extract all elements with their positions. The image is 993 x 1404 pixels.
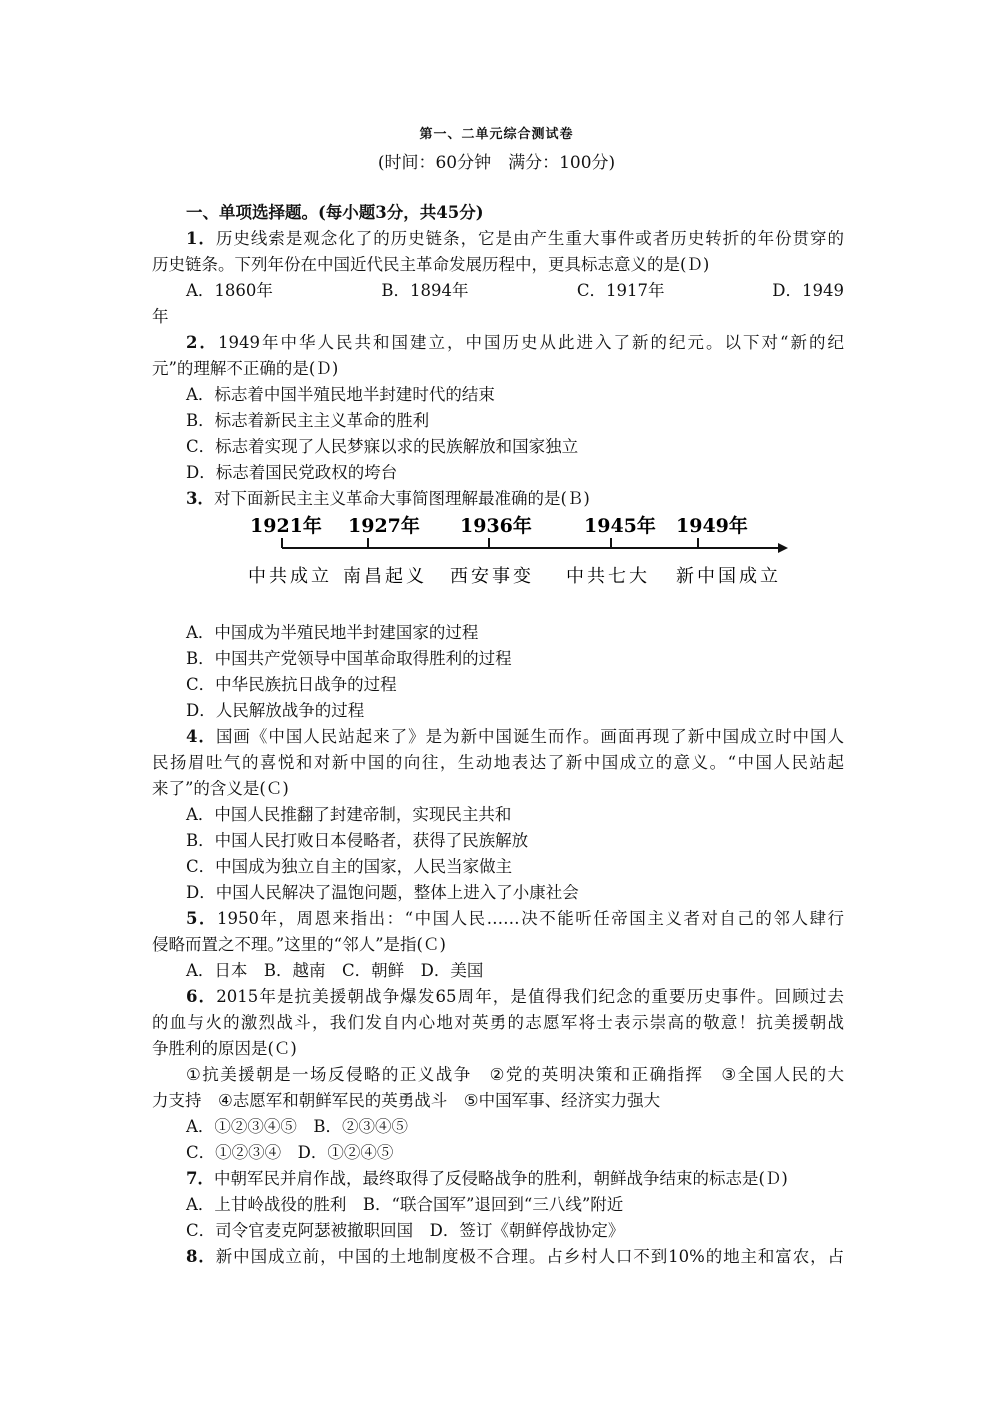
q3-stem-line1 [152,486,844,512]
question-body [152,200,844,1270]
q6-stem-line3: 争胜利的原因是(Ｃ) [152,1039,297,1058]
q6-options-cd: C．①②③④ D．①②④⑤ [186,1143,394,1162]
q7-options-ab: A．上甘岭战役的胜利 B．“联合国军”退回到“三八线”附近 [186,1195,624,1214]
timeline-event-1921: 中共成立 [248,566,332,587]
q2-stem-line2: 元”的理解不正确的是(Ｄ) [152,359,339,378]
timeline-event-1927: 南昌起义 [343,566,427,587]
q4-option-b: B．中国人民打败日本侵略者，获得了民族解放 [186,831,529,850]
q4-number: 4． [186,727,216,746]
q7-number: 7． [186,1169,214,1188]
q3-number: 3． [186,489,214,508]
q7-stem-line1 [152,1166,844,1192]
q1-number: 1． [186,229,216,248]
timeline-arrowhead [778,543,788,553]
timeline-year-1949: 1949年 [676,515,748,537]
timeline-year-1927: 1927年 [348,515,420,537]
q2-option-d: D．标志着国民党政权的垮台 [186,463,398,482]
q8-text1: 新中国成立前，中国的土地制度极不合理。占乡村人口不到10%的地主和富农，占 [215,1247,844,1266]
q2-stem-line1 [152,330,844,356]
q2-option-c: C．标志着实现了人民梦寐以求的民族解放和国家独立 [186,437,579,456]
q4-option-c: C．中国成为独立自主的国家，人民当家做主 [186,857,513,876]
q4-stem-line2: 民扬眉吐气的喜悦和对新中国的向往，生动地表达了新中国成立的意义。“中国人民站起 [152,753,844,772]
q8-number: 8． [186,1247,216,1266]
q1-option-c: C．1917年 [576,281,665,300]
q6-stem-line2: 的血与火的激烈战斗，我们发自内心地对英勇的志愿军将士表示崇高的敬意！抗美援朝战 [152,1013,844,1032]
page-title: 第一、二单元综合测试卷 [419,127,574,142]
timeline-diagram [152,512,844,620]
q5-number: 5． [186,909,218,928]
q3-option-c: C．中华民族抗日战争的过程 [186,675,397,694]
q1-option-a: A．1860年 [186,281,273,300]
timeline-event-1945: 中共七大 [566,566,650,587]
q3-option-d: D．人民解放战争的过程 [186,701,365,720]
q5-stem-line2: 侵略而置之不理。”这里的“邻人”是指(Ｃ) [152,935,446,954]
q7-options-cd: C．司令官麦克阿瑟被撤职回国 D．签订《朝鲜停战协定》 [186,1221,625,1240]
q2-option-b: B．标志着新民主主义革命的胜利 [186,411,430,430]
q1-option-d: D．1949 [772,281,844,300]
q1-option-b: B．1894年 [381,281,469,300]
q3-option-a: A．中国成为半殖民地半封建国家的过程 [186,623,479,642]
q6-number: 6． [186,987,217,1006]
q1-stem-line2: 历史链条。下列年份在中国近代民主革命发展历程中，更具标志意义的是(Ｄ) [152,255,710,274]
q6-text1: 2015年是抗美援朝战争爆发65周年，是值得我们纪念的重要历史事件。回顾过去 [216,987,844,1006]
q4-stem-line3: 来了”的含义是(Ｃ) [152,779,289,798]
q4-stem-line1 [152,724,844,750]
timeline-year-1921: 1921年 [250,515,322,537]
q2-number: 2． [186,333,218,352]
q6-items-line2: 力支持 ④志愿军和朝鲜军民的英勇战斗 ⑤中国军事、经济实力强大 [152,1091,661,1110]
q3-text1: 对下面新民主主义革命大事简图理解最准确的是(Ｂ) [213,489,590,508]
q4-option-a: A．中国人民推翻了封建帝制，实现民主共和 [186,805,512,824]
q6-items-line1: ①抗美援朝是一场反侵略的正义战争 ②党的英明决策和正确指挥 ③全国人民的大 [186,1065,844,1084]
q8-stem-line1 [152,1244,844,1270]
q1-option-d-wrap: 年 [152,307,169,326]
q1-text1: 历史线索是观念化了的历史链条，它是由产生重大事件或者历史转折的年份贯穿的 [215,229,845,248]
q5-options: A．日本 B．越南 C．朝鲜 D．美国 [186,961,484,980]
q6-stem-line1 [152,984,844,1010]
q7-text1: 中朝军民并肩作战，最终取得了反侵略战争的胜利，朝鲜战争结束的标志是(Ｄ) [213,1169,788,1188]
q6-options-ab: A．①②③④⑤ B．②③④⑤ [186,1117,409,1136]
q4-text1: 国画《中国人民站起来了》是为新中国诞生而作。画面再现了新中国成立时中国人 [215,727,845,746]
page-subtitle: (时间：60分钟 满分：100分) [377,153,616,173]
q5-text1: 1950年，周恩来指出：“中国人民……决不能听任帝国主义者对自己的邻人肆行 [217,909,844,928]
q2-option-a: A．标志着中国半殖民地半封建时代的结束 [186,385,495,404]
q4-option-d: D．中国人民解决了温饱问题，整体上进入了小康社会 [186,883,579,902]
timeline-event-1936: 西安事变 [450,566,534,587]
timeline-event-1949: 新中国成立 [676,566,781,587]
q3-option-b: B．中国共产党领导中国革命取得胜利的过程 [186,649,512,668]
timeline-year-1945: 1945年 [584,515,656,537]
section-heading: 一、单项选择题。(每小题3分，共45分) [186,203,484,222]
q5-stem-line1 [152,906,844,932]
timeline-year-1936: 1936年 [460,515,532,537]
q1-stem-line1 [152,226,844,252]
q2-text1: 1949年中华人民共和国建立，中国历史从此进入了新的纪元。以下对“新的纪 [218,333,845,352]
q1-options [152,278,844,304]
